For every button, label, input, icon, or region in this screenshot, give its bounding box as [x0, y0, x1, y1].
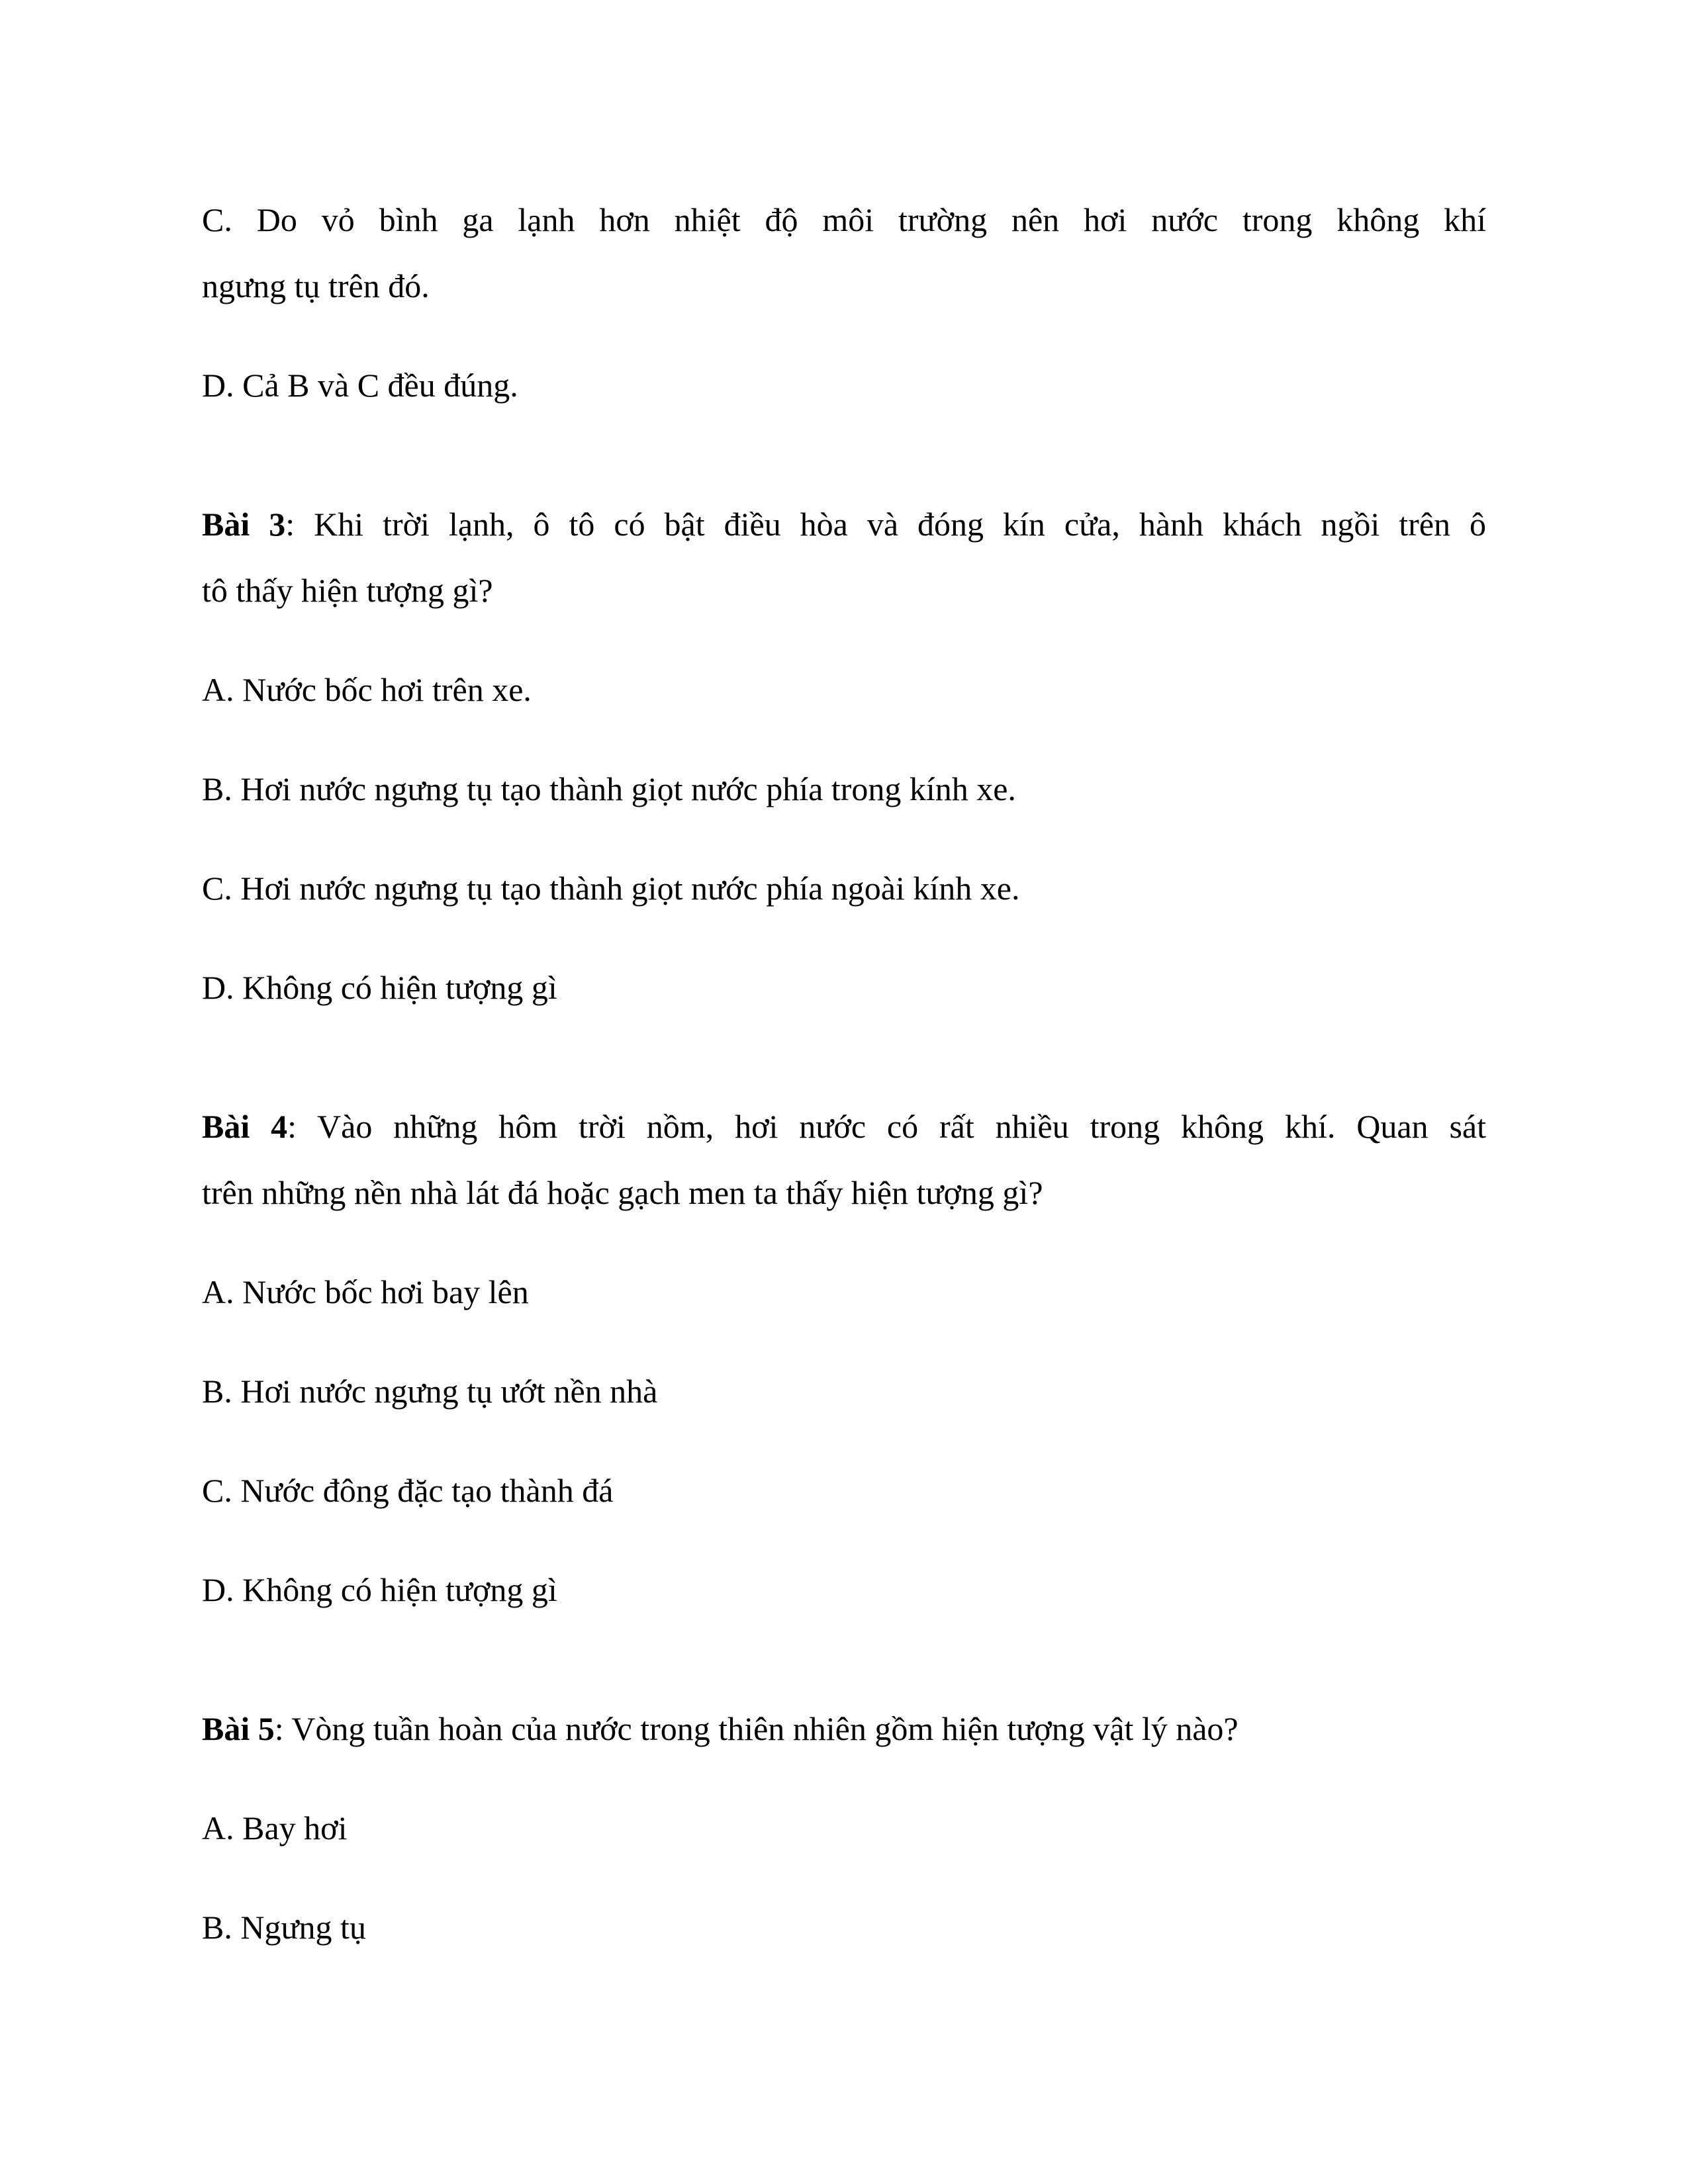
question4-option-a: A. Nước bốc hơi bay lên [202, 1273, 529, 1310]
question3-text-line2: tô thấy hiện tượng gì? [202, 572, 493, 609]
question4-label: Bài 4 [202, 1108, 288, 1145]
question5-label: Bài 5 [202, 1710, 275, 1747]
question5-option-b: B. Ngưng tụ [202, 1909, 366, 1946]
question3-text-part1: : Khi trời lạnh, ô tô có bật điều hòa và đóng kín cửa, hành khách ngồi trên ô [285, 506, 1486, 543]
question3-text-line1 [202, 504, 1486, 544]
question3-label: Bài 3 [202, 506, 286, 543]
question5-text-part1: : Vòng tuần hoàn của nước trong thiên nhiên gồm hiện tượng vật lý nào? [274, 1710, 1239, 1747]
question4-text-line1 [202, 1107, 1486, 1146]
question3-option-a: A. Nước bốc hơi trên xe. [202, 671, 532, 708]
prev-option-d: D. Cả B và C đều đúng. [202, 367, 518, 404]
question4-option-c: C. Nước đông đặc tạo thành đá [202, 1472, 614, 1509]
question4-option-d: D. Không có hiện tượng gì [202, 1571, 557, 1608]
question5-text-line1 [202, 1709, 1239, 1749]
question4-option-b: B. Hơi nước ngưng tụ ướt nền nhà [202, 1373, 658, 1410]
prev-option-c-line2: ngưng tụ trên đó. [202, 267, 430, 304]
question3-option-b: B. Hơi nước ngưng tụ tạo thành giọt nước phía trong kính xe. [202, 770, 1016, 807]
question4-text-line2: trên những nền nhà lát đá hoặc gạch men ta thấy hiện tượng gì? [202, 1174, 1043, 1211]
question5-option-a: A. Bay hơi [202, 1809, 348, 1846]
question3-option-d: D. Không có hiện tượng gì [202, 969, 557, 1006]
question4-text-part1: : Vào những hôm trời nồm, hơi nước có rất nhiều trong không khí. Quan sát [287, 1108, 1486, 1145]
prev-option-c-line1: C. Do vỏ bình ga lạnh hơn nhiệt độ môi trường nên hơi nước trong không khí [202, 201, 1486, 238]
question3-option-c: C. Hơi nước ngưng tụ tạo thành giọt nước phía ngoài kính xe. [202, 870, 1020, 907]
